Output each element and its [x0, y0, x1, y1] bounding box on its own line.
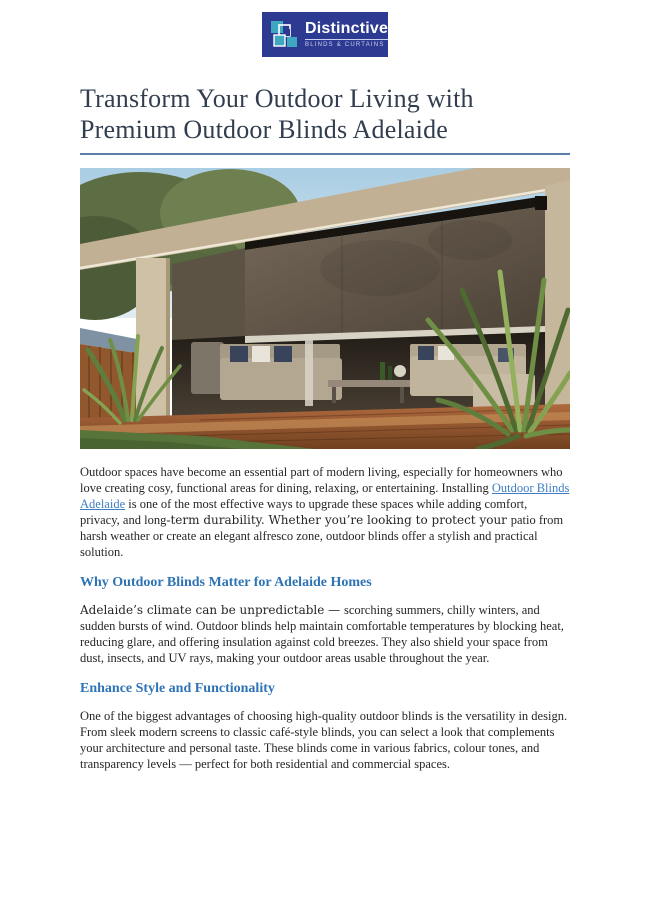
section2-heading: Enhance Style and Functionality [80, 681, 275, 696]
hero-image-canvas [80, 168, 570, 449]
logo-bar [0, 0, 650, 57]
section1-heading: Why Outdoor Blinds Matter for Adelaide Homes [80, 575, 372, 590]
brand-name: Distinctive [305, 21, 388, 40]
intro-text-1: Outdoor spaces have become an essential part of modern living, especially for homeowners who love creating cosy, functional areas for dining, relaxing, or entertaining. Installing [80, 465, 563, 495]
intro-text-4: patio from harsh weather or create an elegant alfresco zone, outdoor blinds offer a stylish and practical solution. [80, 513, 564, 559]
section1-text-2: scorching summers, chilly winters, and sudden bursts of wind. Outdoor blinds help maintain comfortable temperatures by blocking heat, reducing glare, and offering insulation against cold breezes. They also shield your space from dust, insects, and UV rays, making your outdoor areas usable throughout the year. [80, 603, 564, 665]
intro-paragraph [80, 464, 570, 560]
hero-image [80, 168, 570, 449]
article-body [0, 83, 650, 772]
page-title: Transform Your Outdoor Living with Premium Outdoor Blinds Adelaide [80, 83, 570, 155]
brand-tagline: BLINDS & CURTAINS [305, 42, 385, 48]
outdoor-blinds-adelaide-link[interactable]: Outdoor Blinds Adelaide [80, 481, 570, 511]
section1-text-1: Adelaide’s climate can be unpredictable — [80, 603, 344, 617]
section1-paragraph [80, 602, 570, 666]
brand-logo [262, 12, 388, 57]
intro-text-2: is one of the most effective ways to upgrade these spaces while adding comfort, privacy, and long- [80, 497, 528, 527]
logo-text [305, 21, 388, 48]
intro-text-3: term durability. Whether you’re looking to protect your [170, 513, 511, 527]
squares-grid-icon [270, 20, 298, 50]
section2-paragraph: One of the biggest advantages of choosing high-quality outdoor blinds is the versatility in design. From sleek modern screens to classic café-style blinds, you can select a look that complements your architecture and personal taste. These blinds come in various fabrics, colour tones, and transparency levels — perfect for both residential and commercial spaces. [80, 709, 568, 771]
